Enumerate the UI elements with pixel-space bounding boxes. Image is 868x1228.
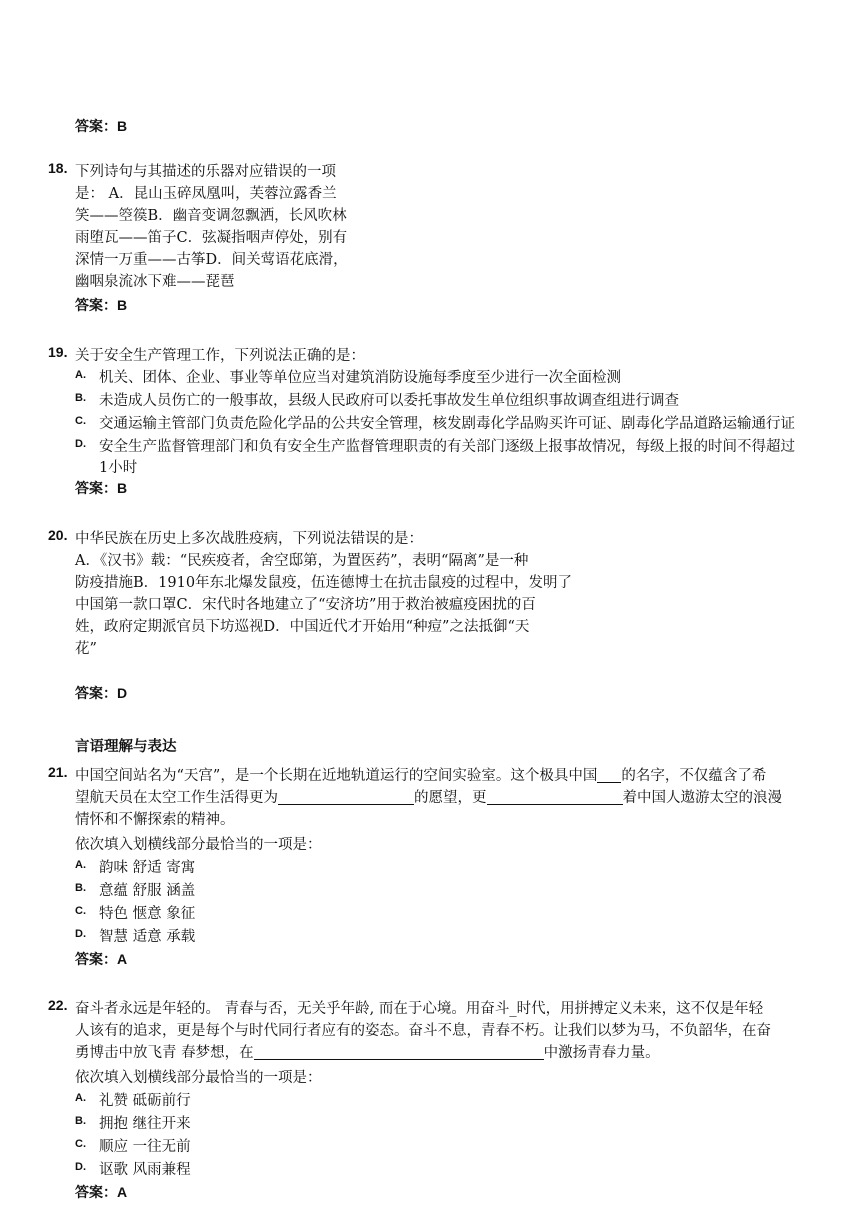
q22-option-letter: C.: [75, 1138, 86, 1150]
q18-line: 下列诗句与其描述的乐器对应错误的一项: [75, 164, 336, 180]
fill-blank: [487, 789, 623, 805]
q20-stem: 中华民族在历史上多次战胜疫病，下列说法错误的是：: [75, 531, 423, 547]
q20-line: 中国第一款口罩C．宋代时各地建立了“安济坊”用于救治被瘟疫困扰的百: [75, 597, 536, 613]
q21-answer: 答案：A: [75, 951, 128, 967]
q18-line: 幽咽泉流冰下难——琵琶: [75, 274, 235, 290]
q22-number: 22.: [48, 997, 68, 1013]
q21-number: 21.: [48, 764, 68, 780]
q22-option-text: 讴歌 风雨兼程: [99, 1162, 191, 1178]
q20-line: 防疫措施B．1910年东北爆发鼠疫，伍连德博士在抗击鼠疫的过程中，发明了: [75, 575, 573, 591]
q19-option-text: 安全生产监督管理部门和负有安全生产监督管理职责的有关部门逐级上报事故情况，每级上报的时间不得超过: [99, 439, 795, 455]
q22-line: 奋斗者永远是年轻的。 青春与否，无关乎年龄, 而在于心境。用奋斗_时代，用拼搏定义未来，这不仅是年轻: [75, 1001, 764, 1017]
q21-option-text: 智慧 适意 承载: [99, 929, 196, 945]
q19-number: 19.: [48, 344, 68, 360]
q22-line: 勇博击中放飞青 春梦想，在 中激扬青春力量。: [75, 1045, 660, 1061]
q20-line: 花”: [75, 641, 97, 657]
q18-line: 笑——箜篌B．幽音变调忽飘洒，长风吹林: [75, 208, 347, 224]
q20-line: 姓，政府定期派官员下坊巡视D．中国近代才开始用“种痘”之法抵御“天: [75, 619, 530, 635]
q19-option-text: 未造成人员伤亡的一般事故，县级人民政府可以委托事故发生单位组织事故调查组进行调查: [99, 393, 679, 409]
q22-option-text: 拥抱 继往开来: [99, 1116, 191, 1132]
fill-blank: [597, 767, 621, 783]
q21-option-text: 意蕴 舒服 涵盖: [99, 883, 196, 899]
q22-option-letter: A.: [75, 1092, 86, 1104]
q20-answer: 答案：D: [75, 685, 128, 701]
q21-line: 情怀和不懈探索的精神。: [75, 812, 235, 828]
q19-option-letter: D.: [75, 438, 86, 450]
fill-blank: [278, 789, 414, 805]
q19-option-letter: C.: [75, 415, 86, 427]
q21-line: 望航天员在太空工作生活得更为 的愿望，更 着中国人遨游太空的浪漫: [75, 790, 782, 806]
q21-option-text: 韵味 舒适 寄寓: [99, 860, 196, 876]
q21-option-letter: D.: [75, 928, 86, 940]
q19-option-text: 交通运输主管部门负责危险化学品的公共安全管理，核发剧毒化学品购买许可证、剧毒化学品道路运输通行证: [99, 416, 795, 432]
q18-line: 是： A．昆山玉碎凤凰叫，芙蓉泣露香兰: [75, 186, 337, 202]
q21-option-text: 特色 惬意 象征: [99, 906, 196, 922]
q19-option-letter: B.: [75, 392, 86, 404]
q19-option-letter: A.: [75, 369, 86, 381]
section-title: 言语理解与表达: [75, 738, 177, 755]
q21-prompt: 依次填入划横线部分最恰当的一项是：: [75, 837, 322, 853]
q17-answer: 答案：B: [75, 118, 128, 134]
q18-answer: 答案：B: [75, 297, 128, 313]
q19-option-text-continued: 1小时: [99, 460, 138, 476]
q22-option-text: 礼赞 砥砺前行: [99, 1093, 191, 1109]
q18-number: 18.: [48, 160, 68, 176]
q19-answer: 答案：B: [75, 480, 128, 496]
q19-option-text: 机关、团体、企业、事业等单位应当对建筑消防设施每季度至少进行一次全面检测: [99, 370, 621, 386]
q20-line: A．《汉书》载：“民疾疫者，舍空邸第，为置医药”，表明“隔离”是一种: [75, 553, 529, 569]
q22-prompt: 依次填入划横线部分最恰当的一项是：: [75, 1070, 322, 1086]
q18-line: 深情一万重——古筝D．间关莺语花底滑，: [75, 252, 348, 268]
q19-stem: 关于安全生产管理工作，下列说法正确的是：: [75, 348, 365, 364]
q21-option-letter: C.: [75, 905, 86, 917]
q20-number: 20.: [48, 527, 68, 543]
q21-option-letter: B.: [75, 882, 86, 894]
q22-answer: 答案：A: [75, 1184, 128, 1200]
q22-option-letter: D.: [75, 1161, 86, 1173]
fill-blank: [254, 1044, 544, 1060]
q18-line: 雨堕瓦——笛子C．弦凝指咽声停处，别有: [75, 230, 348, 246]
q21-line: 中国空间站名为“天宫”，是一个长期在近地轨道运行的空间实验室。这个极具中国 的名字，不仅蕴含了希: [75, 768, 767, 784]
q21-option-letter: A.: [75, 859, 86, 871]
q22-option-text: 顺应 一往无前: [99, 1139, 191, 1155]
q22-option-letter: B.: [75, 1115, 86, 1127]
q22-line: 人该有的追求，更是每个与时代同行者应有的姿态。奋斗不息，青春不朽。让我们以梦为马，不负韶华，在奋: [75, 1023, 771, 1039]
